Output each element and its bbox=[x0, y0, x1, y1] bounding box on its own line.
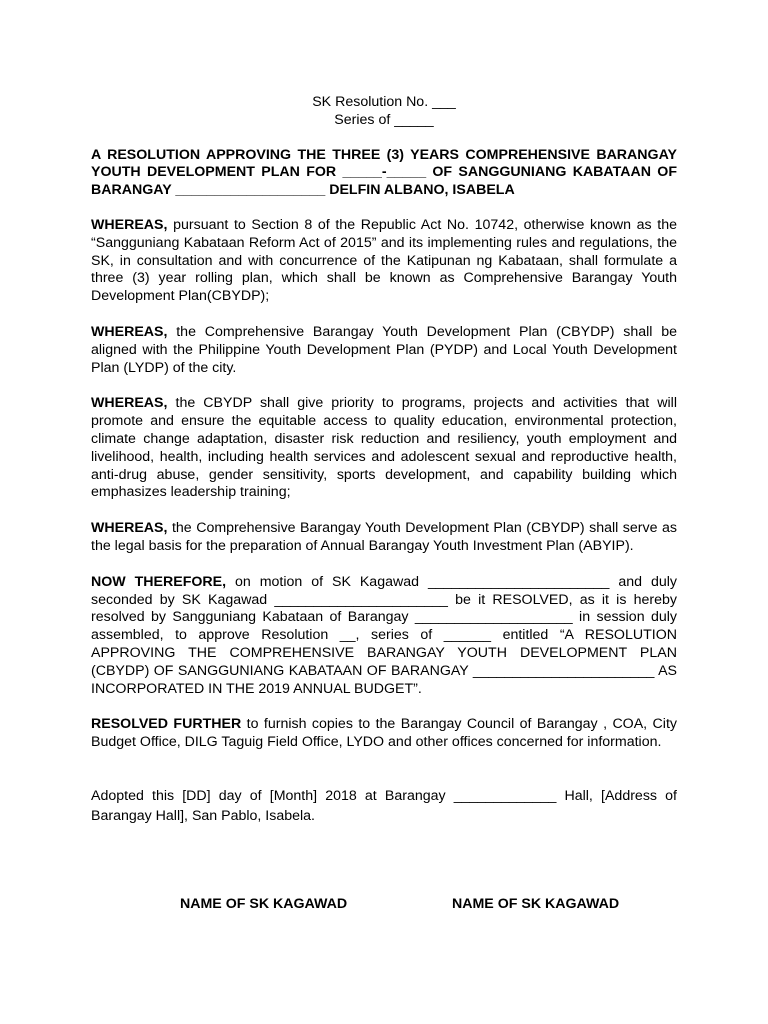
clause-text: pursuant to Section 8 of the Republic Act No. 10742, otherwise known as the “Sangguniang Kabataan Reform Act of 2015” and its implementing rules and regulations, the SK, in consultation and with concurrence of the Katipunan ng Kabataan, shall formulate a three (3) year rolling plan, which shall be known as Comprehensive Barangay Youth Development Plan(CBYDP); bbox=[91, 216, 677, 305]
clause-keyword: RESOLVED FURTHER bbox=[91, 716, 242, 733]
clause-keyword: NOW THEREFORE, bbox=[91, 573, 227, 590]
clause-text: on motion of SK Kagawad _______________________ and duly seconded by SK Kagawad ______________________ be it RESOLVED, as it is hereby resolved by Sangguniang Kabataan of Barangay ____________________ in session duly assembled, to approve Resolution __, series of ______ entitled “A RESOLUTION APPROVING THE COMPREHENSIVE BARANGAY YOUTH DEVELOPMENT PLAN (CBYDP) OF SANGGUNIANG KABATAAN OF BARANGAY _______________________ AS INCORPORATED IN THE 2019 ANNUAL BUDGET”. bbox=[91, 573, 677, 697]
resolution-number: SK Resolution No. ___ bbox=[312, 94, 456, 110]
clause-text: the Comprehensive Barangay Youth Development Plan (CBYDP) shall be aligned with the Philippine Youth Development Plan (PYDP) and Local Youth Development Plan (LYDP) of the city. bbox=[91, 323, 677, 376]
signatory-left: NAME OF SK KAGAWAD bbox=[180, 896, 348, 912]
clause-keyword: WHEREAS, bbox=[91, 520, 168, 537]
whereas-clause-4 bbox=[91, 520, 677, 556]
clause-text: the Comprehensive Barangay Youth Development Plan (CBYDP) shall serve as the legal basis for the preparation of Annual Barangay Youth Investment Plan (ABYIP). bbox=[91, 520, 677, 554]
adoption-statement: Adopted this [DD] day of [Month] 2018 at Barangay _____________ Hall, [Address of Barangay Hall], San Pablo, Isabela. bbox=[91, 787, 677, 825]
clause-keyword: WHEREAS, bbox=[91, 216, 168, 233]
whereas-clause-3 bbox=[91, 395, 677, 502]
resolution-series: Series of _____ bbox=[334, 111, 434, 128]
resolved-further-clause bbox=[91, 716, 677, 752]
document-page bbox=[91, 94, 677, 912]
clause-text: the CBYDP shall give priority to programs, projects and activities that will promote and ensure the equitable access to quality education, environmental protection, climate change adaptation, disaster risk reduction and resiliency, youth employment and livelihood, health, including health services and adolescent sexual and reproductive health, anti-drug abuse, gender sensitivity, sports development, and capability building which emphasizes leadership training; bbox=[91, 395, 677, 501]
now-therefore-clause bbox=[91, 574, 677, 699]
clause-text: to furnish copies to the Barangay Council of Barangay , COA, City Budget Office, DILG Taguig Field Office, LYDO and other offices concerned for information. bbox=[91, 716, 677, 751]
resolution-title: A RESOLUTION APPROVING THE THREE (3) YEARS COMPREHENSIVE BARANGAY YOUTH DEVELOPMENT PLAN FOR _____-_____ OF SANGGUNIANG KABATAAN OF BARANGAY ___________________ DELFIN ALBANO, ISABELA bbox=[91, 146, 677, 199]
clause-keyword: WHEREAS, bbox=[91, 395, 168, 412]
signatory-right: NAME OF SK KAGAWAD bbox=[452, 896, 620, 912]
clause-keyword: WHEREAS, bbox=[91, 323, 168, 340]
whereas-clause-2 bbox=[91, 324, 677, 377]
whereas-clause-1 bbox=[91, 217, 677, 306]
